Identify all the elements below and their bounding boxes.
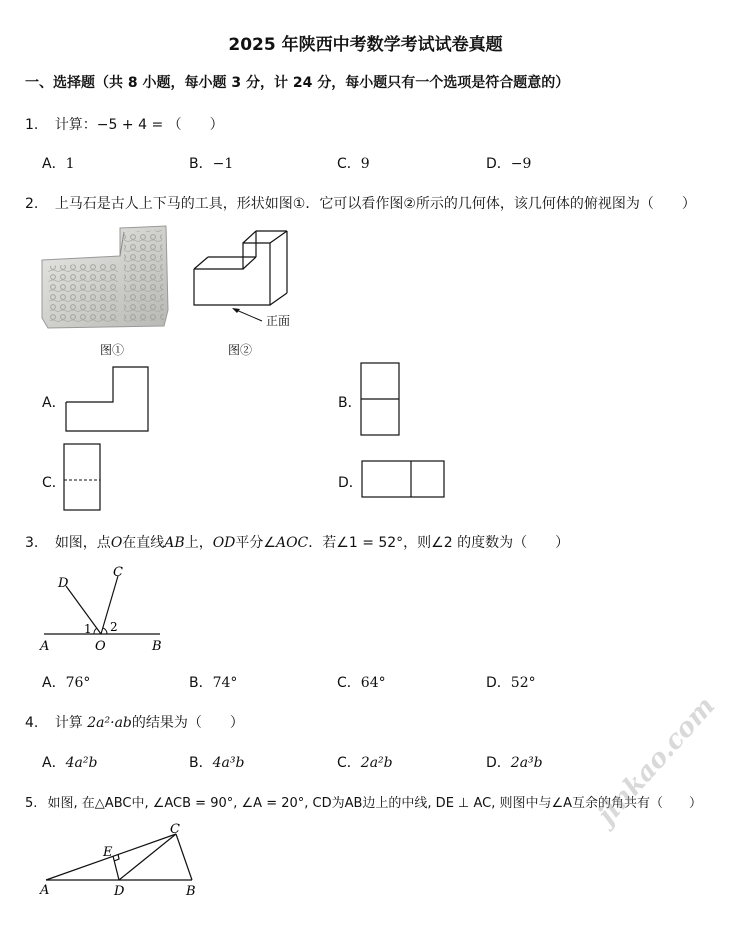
front-label: 正面: [266, 314, 291, 328]
mounting-stone-photo: [38, 222, 172, 332]
q1-option-d: D．−9: [486, 156, 532, 172]
q1-option-b: B．−1: [189, 156, 234, 172]
question-1: [25, 114, 224, 134]
question-2: [25, 193, 696, 213]
q1-option-c: C．9: [337, 156, 370, 172]
q2-option-b-label: B．: [338, 395, 362, 411]
question-text: 计算：−5 + 4 = （ ）: [54, 117, 224, 133]
question-number: 5.: [25, 796, 38, 811]
question-number: 3.: [25, 535, 39, 551]
q4-option-a: A．4a²b: [42, 755, 98, 771]
question-number: 2.: [25, 196, 39, 212]
page-title: 2025 年陕西中考数学考试试卷真题: [228, 35, 503, 55]
question-text: 上马石是古人上下马的工具，形状如图①．它可以看作图②所示的几何体，该几何体的俯视图为（ ）: [54, 196, 696, 212]
q2-option-a-label: A．: [42, 395, 66, 411]
angle-2-label: 2: [110, 620, 118, 634]
question-4: 4. 计算 2a²·ab的结果为（ ）: [25, 715, 244, 731]
vertex-a-label: A: [40, 883, 50, 898]
q3-option-c: C．64°: [337, 675, 386, 691]
q2-option-d-label: D．: [338, 475, 363, 491]
figure-2-caption: 图②: [228, 343, 253, 357]
q4-option-c: C．2a²b: [337, 755, 393, 771]
watermark: jinkao.com: [592, 691, 722, 831]
angle-1-label: 1: [84, 622, 92, 636]
q2-option-c-label: C．: [42, 475, 66, 491]
expression: 2a²·ab: [87, 715, 132, 731]
point-o-label: O: [95, 639, 106, 654]
point-d-label: D: [114, 884, 125, 899]
question-number: 4.: [25, 715, 39, 731]
q3-option-a: A．76°: [42, 675, 91, 691]
q2-option-b-view: [360, 362, 402, 438]
angle-figure: [36, 562, 166, 654]
figure-1-caption: 图①: [100, 343, 125, 357]
q2-option-c-view: [63, 443, 103, 513]
q3-option-d: D．52°: [486, 675, 536, 691]
point-a-label: A: [40, 639, 50, 654]
point-b-label: B: [152, 639, 162, 654]
vertex-b-label: B: [186, 884, 196, 899]
question-number: 1.: [25, 117, 39, 133]
vertex-c-label: C: [170, 822, 180, 837]
question-text: 如图, 在△ABC中, ∠ACB = 90°, ∠A = 20°, CD为AB边上的中线, DE ⊥ AC, 则图中与∠A互余的角共有（ ）: [47, 796, 703, 811]
point-d-label: D: [58, 576, 69, 591]
point-e-label: E: [103, 845, 113, 860]
q4-option-b: B．4a³b: [189, 755, 245, 771]
q4-option-d: D．2a³b: [486, 755, 543, 771]
question-3: 3. 如图，点O在直线AB上，OD平分∠AOC．若∠1 = 52°，则∠2 的度数为（ ）: [25, 535, 570, 551]
q1-option-a: A．1: [42, 156, 75, 172]
q3-option-b: B．74°: [189, 675, 238, 691]
section-heading: 一、选择题（共 8 小题，每小题 3 分，计 24 分，每小题只有一个选项是符合题意的）: [25, 75, 570, 91]
q2-option-a-view: [64, 365, 150, 433]
triangle-figure: [36, 818, 206, 900]
point-c-label: C: [113, 565, 123, 580]
q2-option-d-view: [361, 460, 447, 500]
